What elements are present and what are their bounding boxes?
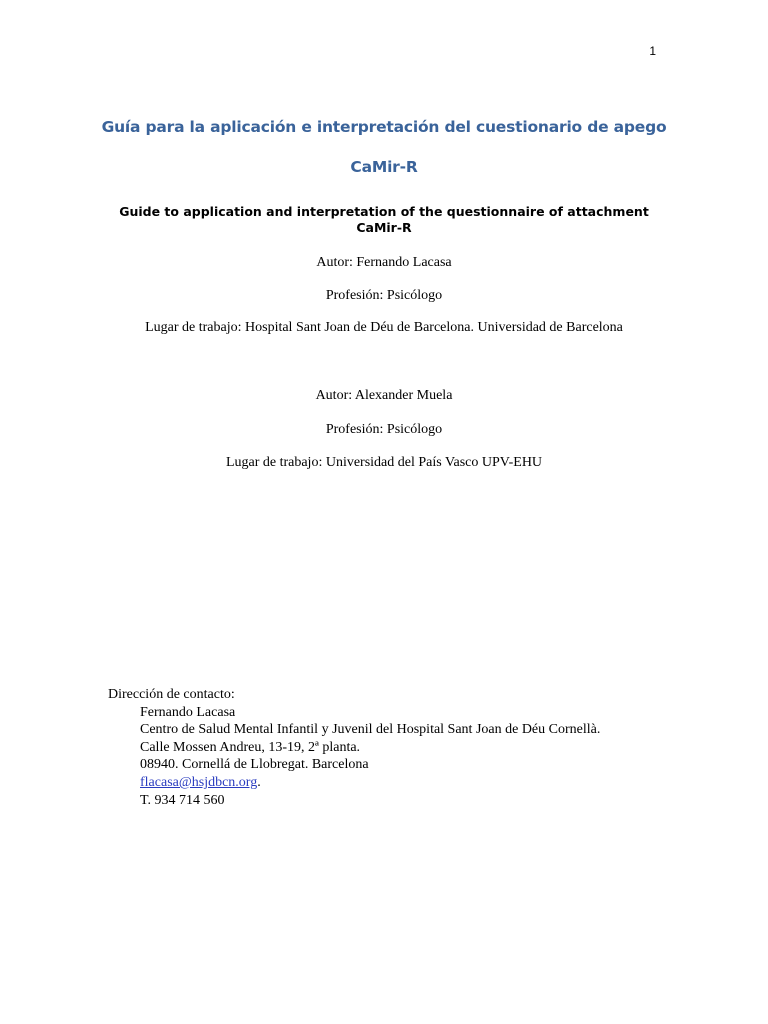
author2-name: Autor: Alexander Muela [315,388,453,403]
author2-workplace: Lugar de trabajo: Universidad del País Vasco UPV-EHU [225,455,543,470]
author1-profession: Profesión: Psicólogo [325,288,443,303]
contact-city: 08940. Cornellá de Llobregat. Barcelona [140,757,369,773]
english-title-line2: CaMir-R [356,220,412,235]
contact-email-line [108,774,600,792]
author1-workplace: Lugar de trabajo: Hospital Sant Joan de Déu de Barcelona. Universidad de Barcelona [145,320,623,335]
author2-profession: Profesión: Psicólogo [325,422,443,437]
contact-name: Fernando Lacasa [140,704,236,720]
contact-heading: Dirección de contacto: [108,687,235,702]
document-title: Guía para la aplicación e interpretación del cuestionario de apego [101,118,667,136]
contact-phone: T. 934 714 560 [140,792,225,808]
english-title-line1: Guide to application and interpretation of the questionnaire of attachment [119,204,649,219]
document-title-acronym: CaMir-R [350,158,418,176]
page-number: 1 [649,44,656,58]
author1-name: Autor: Fernando Lacasa [316,255,452,270]
contact-street: Calle Mossen Andreu, 13-19, 2ª planta. [140,739,361,755]
contact-email-link[interactable]: flacasa@hsjdbcn.org [140,774,258,790]
contact-email-suffix: . [257,774,261,790]
contact-center: Centro de Salud Mental Infantil y Juvenil del Hospital Sant Joan de Déu Cornellà. [140,722,601,738]
contact-block [108,686,600,809]
